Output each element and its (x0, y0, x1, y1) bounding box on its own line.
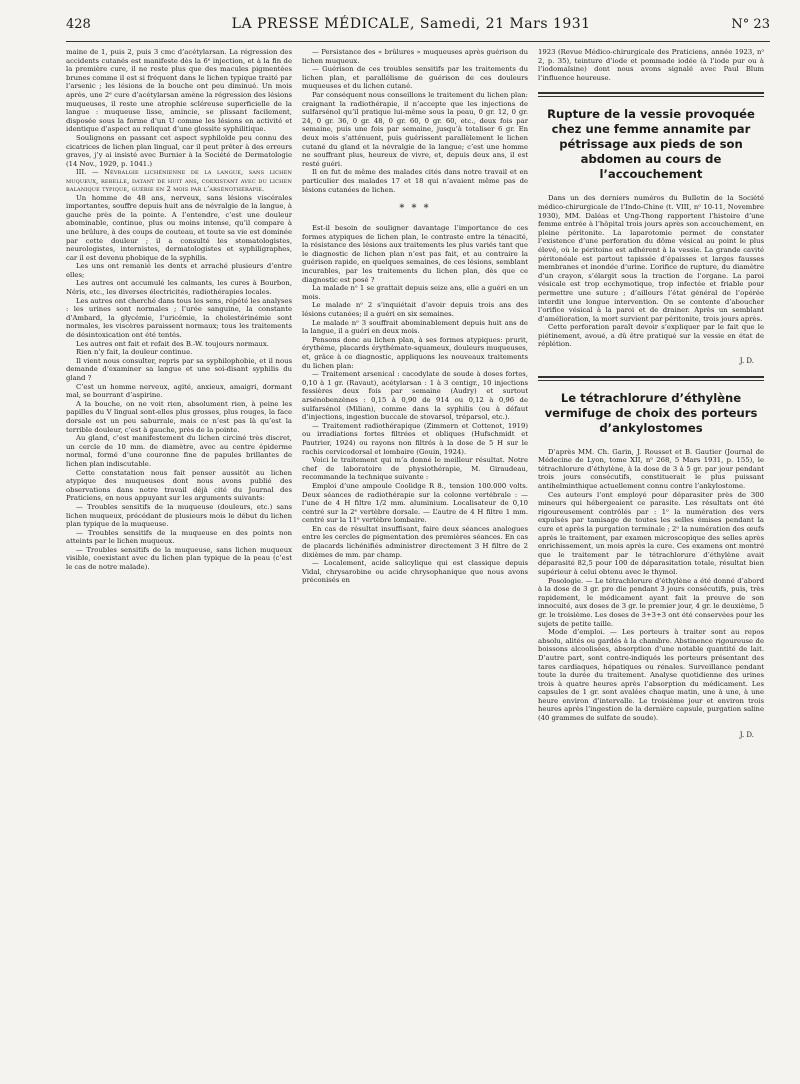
paragraph: Les autres ont accumulé les calmants, les cures à Bourbon, Néris, etc., les diverses électricités, radiothérapies locales. (66, 279, 292, 297)
journal-title: LA PRESSE MÉDICALE, Samedi, 21 Mars 1931 (231, 16, 591, 32)
paragraph: La malade nᵒ 1 se grattait depuis seize ans, elle a guéri en un mois. (302, 284, 528, 301)
paragraph: — Traitement radiothérapique (Zimmern et Cottenot, 1919) ou irradiations fortes filtrées et obliques (Hufschmidt et Pautrier, 1924) ou rayons non filtrés à la dose de 5 H sur le rachis cervicodorsal et lombaire (Gouin, 1924). (302, 421, 528, 456)
author-initials: J. D. (739, 730, 754, 739)
article-title: Rupture de la vessie provoquée chez une femme annamite par pétrissage aux pieds de son abdomen au cours de l’accouchement (547, 107, 755, 182)
paragraph: Posologie. — Le tétrachlorure d’éthylène a été donné d’abord à la dose de 3 gr. pro die pendant 3 jours consécutifs, puis, très rapidement, le médicament ayant fait la preuve de son innocuité, aux doses de 3 gr. le premier jour, 4 gr. le deuxième, 5 gr. le troisième. Les doses de 3+3+3 ont été conservées pour les sujets de petite taille. (538, 576, 764, 628)
article-divider (538, 96, 764, 97)
paragraph: — Persistance des « brûlures » muqueuses après guérison du lichen muqueux. (302, 48, 528, 65)
paragraph: Mode d’emploi. — Les porteurs à traiter sont au repos absolu, alités ou gardés à la chambre. Abstinence rigoureuse de boissons alcoolisées, absorption d’une notable quantité de lait. D’autre part, sont contre-indiqués les porteurs présentant des tares cardiaques, hépatiques ou rénales. Surveillance pendant toute la durée du traitement. Analyse quotidienne des urines trois à quatre heures après l’absorption du médicament. Les capsules de 1 gr. sont avalées chaque matin, une à une, à une heure environ d’intervalle. Le troisième jour et environ trois heures après l’ingestion de la dernière capsule, purgation saline (40 grammes de sulfate de soude). (538, 628, 764, 723)
section-heading: III. — Névralgie lichénienne de la langue, sans lichen muqueux, rebelle, datant de huit ans, coexistant avec du lichen balanique typique, guérie en 2 mois par l’arsénothérapie. (66, 168, 292, 194)
paragraph: — Traitement arsenical : cacodylate de soude à doses fortes, 0,10 à 1 gr. (Ravaut), acétylarsan : 1 à 3 centigr., 10 injections fessières deux fois par semaine (Audry) et surtout arsénobenzènes : 0,15 à 0,90 de 914 ou 0,12 à 0,96 de sulfarsénol (Milian), comme dans la syphilis (ou à défaut d’injections, ingestion buccale de stovarsol, tréparsol, etc.). (302, 370, 528, 422)
paragraph: Voici le traitement qui m’a donné le meilleur résultat. Notre chef de laboratoire de physiothérapie, M. Giraudeau, recommande la technique suivante : (302, 456, 528, 482)
paragraph: Emploi d’une ampoule Coolidge R 8., tension 100.000 volts. Deux séances de radiothérapie sur la colonne vertébrale : — l’une de 4 H filtre 1/2 mm. aluminium. Localisateur de 0,10 centré sur la 2ᵉ vertèbre dorsale. — L’autre de 4 H filtre 1 mm. centré sur la 11ᵉ vertèbre lombaire. (302, 481, 528, 525)
page-header (66, 16, 770, 42)
paragraph: Les autres ont fait et refait des B.-W. toujours normaux. (76, 339, 269, 348)
paragraph: Les uns ont remanié les dents et arraché plusieurs d’entre elles; (66, 262, 292, 279)
paragraph: A la bouche, on ne voit rien, absolument rien, à peine les papilles du V lingual sont-elles plus grosses, plus rouges, la face dorsale est un peu saburrale, mais ce n’est pas là qu’est la terrible douleur, c’est à gauche, près de la pointe. (66, 399, 292, 434)
paragraph: Les autres ont cherché dans tous les sens, répété les analyses : les urines sont normales ; l’urée sanguine, la constante d’Ambard, la glycémie, l’uricémie, la cholestérinémie sont normales, les viscères paraissent normaux; tous les traitements de désintoxication ont été tentés. (66, 296, 292, 340)
column-2 (302, 48, 528, 1084)
paragraph: Il en fut de même des malades cités dans notre travail et en particulier des malades 17 et 18 qui n’avaient même pas de lésions cutanées de lichen. (302, 168, 528, 194)
paragraph: Un homme de 48 ans, nerveux, sans lésions viscérales importantes, souffre depuis huit ans de névralgie de la langue, à gauche près de la pointe. A l’entendre, c’est une douleur abominable, continue, plus ou moins intense, qu’il compare à une brûlure, à des coups de couteau, et toute sa vie est dominée par cette douleur ; il a consulté les stomatologistes, neurologistes, internistes, dermatologistes et syphiligraphes, car il est devenu phobique de la syphilis. (66, 193, 292, 262)
article-divider (538, 376, 764, 378)
paragraph: Il vient nous consulter, repris par sa syphilophobie, et il nous demande d’examiner sa langue et une soi-disant syphilis du gland ? (66, 356, 292, 382)
article-divider (538, 92, 764, 94)
paragraph: Ces auteurs l’ont employé pour déparasiter près de 300 mineurs qui hébergeaient ce parasite. Les résultats ont été rigoureusement contrôlés par : 1ᵒ la numération des vers expulsés par tamisage de toutes les selles émises pendant la cure et après la purgation terminale ; 2ᵒ la numération des œufs après le traitement, par examen microscopique des selles après enrichissement, un mois après la cure. Ces examens ont montré que le traitement par le tétrachlorure d’éthylène avait déparasité 82,5 pour 100 de déparasitation totale, résultat bien supérieur à celui obtenu avec le thymol. (538, 490, 764, 576)
paragraph: Est-il besoin de souligner davantage l’importance de ces formes atypiques de lichen plan, le contraste entre la ténacité, la résistance des lésions aux traitements les plus variés tant que le diagnostic de lichen plan n’est pas fait, et au contraire la guérison rapide, en quelques semaines, de ces lésions, semblant incurables, par les traitements du lichen plan, dès que ce diagnostic est posé ? (302, 224, 528, 284)
paragraph: maine de 1, puis 2, puis 3 cmc d’acétylarsan. La régression des accidents cutanés est manifeste dès la 6ᵉ injection, et à la fin de la première cure, il ne reste plus que des macules pigmentées brunes comme il est si fréquent dans le lichen typique traité par l’arsenic ; les lésions de la bouche ont peu diminué. Un mois après, une 2ᵉ cure d’acétylarsan amène la régression des lésions muqueuses, il reste une atrophie scléreuse superficielle de la langue : muqueuse lisse, amincie, se plissant facilement, disposée sous la forme d’un U comme les lésions en activité et identique d’aspect au reliquat d’une glossite syphilitique. (66, 48, 292, 134)
issue-number: N° 23 (731, 17, 770, 32)
paragraph: — Troubles sensitifs de la muqueuse en des points non atteints par le lichen muqueux. (66, 528, 292, 546)
paragraph: 1923 (Revue Médico-chirurgicale des Praticiens, année 1923, nᵒ 2, p. 35), teinture d’iode et pommade iodée (à l’iode pur ou à l’iodomaïsine) dont nous avons signalé avec Paul Blum l’influence heureuse. (538, 48, 764, 82)
columns (66, 48, 770, 1084)
paragraph: Pensons donc au lichen plan, à ses formes atypiques: prurit, érythème, placards érythémato-squameux, douleurs muqueuses, et, grâce à ce diagnostic, appliquons les nouveaux traitements du lichen plan: (302, 335, 528, 370)
paragraph: Rien n’y fait, la douleur continue. (76, 348, 193, 357)
paragraph: Cette constatation nous fait penser aussitôt au lichen atypique des muqueuses dont nous avons publié des observations dans notre travail déjà cité du Journal des Praticiens, en nous appuyant sur les arguments suivants: (66, 468, 292, 503)
paragraph: — Localement, acide salicylique qui est classique depuis Vidal, chrysarobine ou acide chrysophanique que nous avons préconisés en (302, 559, 528, 585)
paragraph: Dans un des derniers numéros du Bulletin de la Société médico-chirurgicale de l’Indo-Chine (t. VIII, nᵒ 10-11, Novembre 1930), MM. Daléas et Ung-Thong rapportent l’histoire d’une femme entrée à l’hôpital trois jours après son accouchement, en pleine péritonite. La laparotomie permet de constater l’existence d’une perforation du dôme vésical au point le plus élevé, où le péritoine est adhérent à la vessie. La grande cavité péritonéale est partout tapissée d’épaisses et larges fausses membranes et inondée d’urine. L’orifice de rupture, du diamètre d’un crayon, s’élargit sous la traction de l’organe. La paroi vésicale est trop ecchymotique, trop infectée et friable pour permettre une suture ; d’ailleurs l’état général de l’opérée interdit une longue intervention. On se contente d’aboucher l’orifice vésical à la paroi et de drainer. Après un semblant d’amélioration, la mort survient par péritonite, trois jours après. (538, 194, 764, 323)
article-divider (538, 380, 764, 381)
paragraph: C’est un homme nerveux, agité, anxieux, amaigri, dormant mal, se bourrant d’aspirine. (66, 382, 292, 400)
section-separator: * * * (399, 203, 431, 215)
page-number: 428 (66, 17, 91, 32)
paragraph: — Guérison de ces troubles sensitifs par les traitements du lichen plan, et parallélisme de guérison de ces douleurs muqueuses et du lichen cutané. (302, 65, 528, 91)
paragraph: En cas de résultat insuffisant, faire deux séances analogues entre les cercles de pigmentation des premières séances. En cas de placards lichénifiés administrer directement 3 H filtre de 2 dixièmes de mm. par champ. (302, 524, 528, 559)
paragraph: Cette perforation paraît devoir s’expliquer par le fait que le piétinement, avoué, a dû être pratiqué sur la vessie en état de réplétion. (538, 323, 764, 349)
paragraph: Le malade nᵒ 2 s’inquiétait d’avoir depuis trois ans des lésions cutanées; il a guéri en six semaines. (302, 301, 528, 319)
paragraph: Au gland, c’est manifestement du lichen circiné très discret, un cercle de 10 mm. de diamètre, avec au centre épiderme normal, formé d’une couronne fine de papules brillantes de lichen plan indiscutable. (66, 434, 292, 468)
paragraph: Soulignons en passant cet aspect syphiloïde peu connu des cicatrices de lichen plan lingual, car il peut prêter à des erreurs graves, j’y ai insisté avec Burnier à la Société de Dermatologie (14 Nov., 1929, p. 1041.) (66, 133, 292, 168)
article-title: Le tétrachlorure d’éthylène vermifuge de choix des porteurs d’ankylostomes (544, 390, 758, 435)
paragraph: Le malade nᵒ 3 souffrait abominablement depuis huit ans de la langue, il a guéri en deux mois. (302, 318, 528, 336)
column-1 (66, 48, 292, 1084)
paragraph: — Troubles sensitifs de la muqueuse (douleurs, etc.) sans lichen muqueux, précédant de plusieurs mois le début du lichen plan typique de la muqueuse. (66, 502, 292, 529)
paragraph: Par conséquent nous conseillons le traitement du lichen plan: craignant la radiothérapie, il n’accepte que les injections de sulfarsénol qu’il pratique lui-même sous la peau, 0 gr. 12, 0 gr. 24, 0 gr. 36, 0 gr. 48, 0 gr. 60, 0 gr. 60, etc., deux fois par semaine, puis une fois par semaine, jusqu’à totaliser 6 gr. En deux mois s’atténuent, puis guérissent parallèlement le lichen cutané du gland et la névralgie de la langue; c’est une homme ne souffrant plus, heureux de vivre, et, depuis deux ans, il est resté guéri. (302, 90, 528, 168)
column-3 (538, 48, 764, 1084)
paragraph: — Troubles sensitifs de la muqueuse, sans lichen muqueux visible, coexistant avec du lichen plan typique de la peau (c’est le cas de notre malade). (66, 545, 292, 572)
author-initials: J. D. (739, 357, 754, 366)
paragraph: D’après MM. Ch. Garin, J. Rousset et B. Gautier (Journal de Médecine de Lyon, tome XII, nᵒ 268, 5 Mars 1931, p. 155), le tétrachlorure d’éthylène, à la dose de 3 à 5 gr. par jour pendant trois jours consécutifs, constituerait le plus puissant antihelminthique actuellement connu contre l’ankylostome. (538, 447, 764, 491)
